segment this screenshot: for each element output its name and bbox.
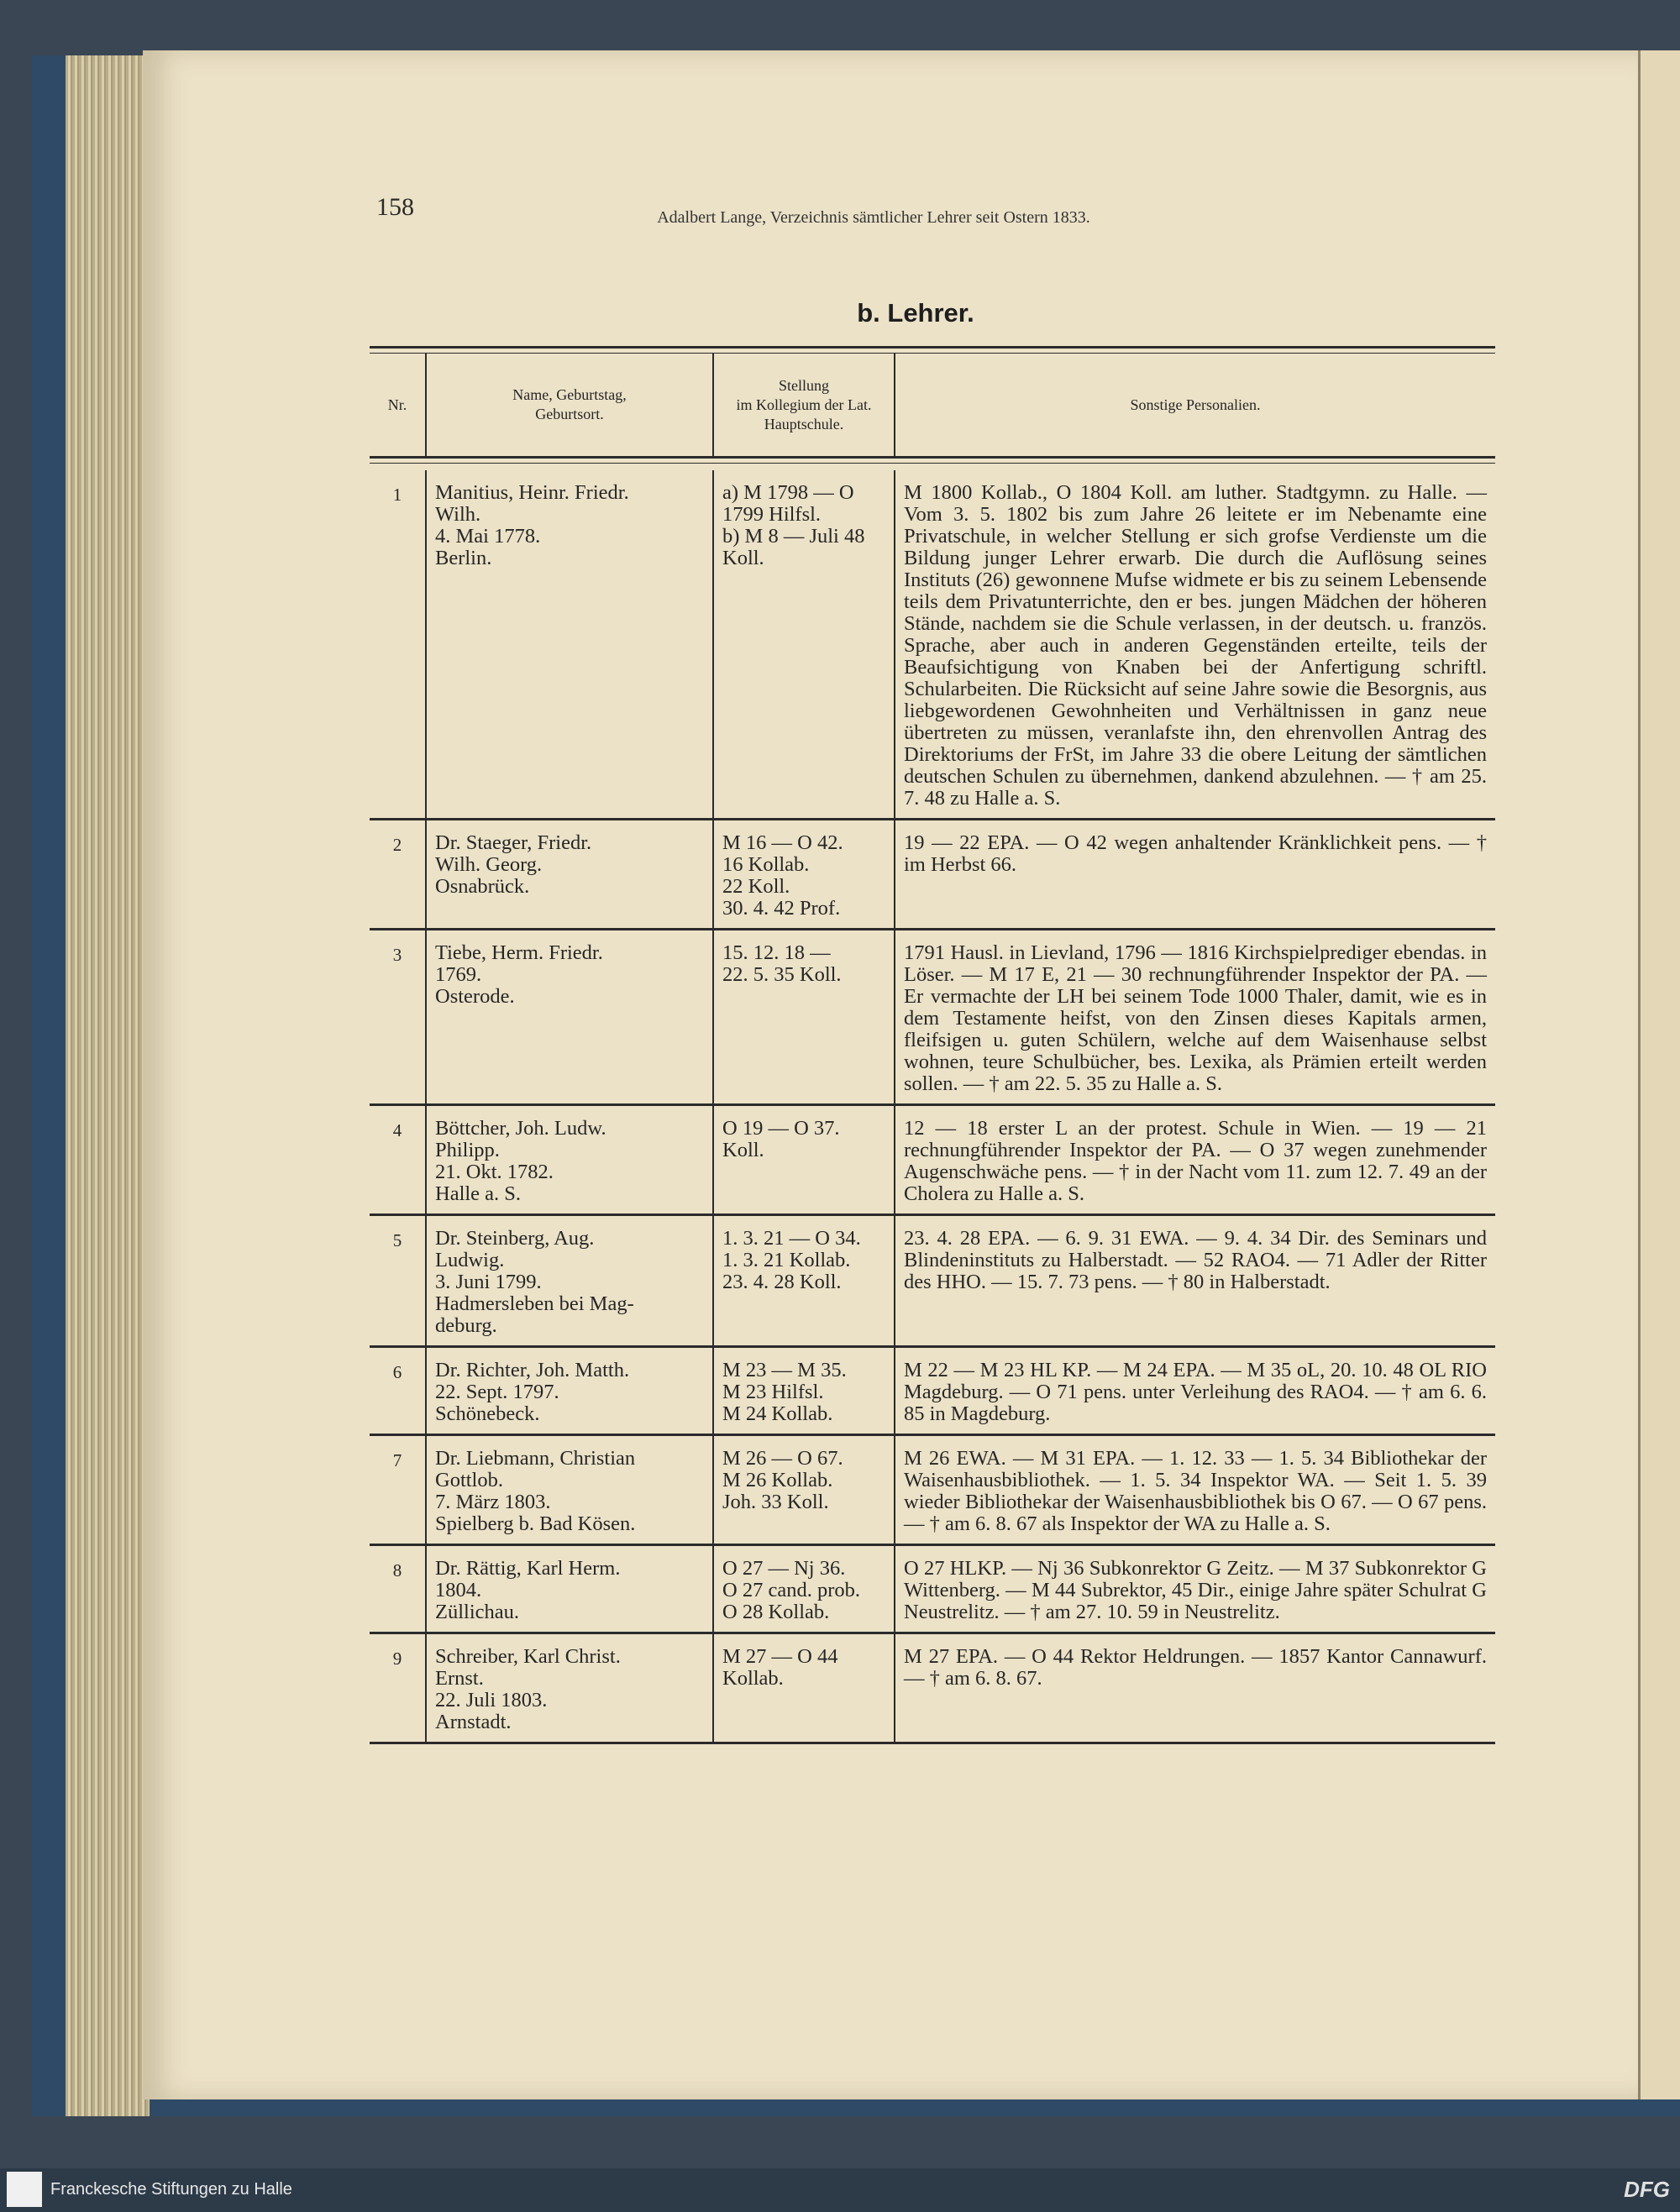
teacher-name: Dr. Richter, Joh. Matth. 22. Sept. 1797. Schönebeck.: [425, 1348, 712, 1434]
row-number: 6: [392, 1362, 402, 1382]
next-page-edge: [1638, 50, 1680, 2099]
table-row: [370, 1436, 1495, 1546]
personal-details: 19 — 22 EPA. — O 42 wegen anhaltender Kränklichkeit pens. — † im Herbst 66.: [894, 820, 1495, 928]
personal-details: 1791 Hausl. in Lievland, 1796 — 1816 Kirchspielprediger ebendas. in Löser. — M 17 E, 21 — 30 rechnungführender Inspektor der PA. — Er vermachte der LH bei seinem Tode 1000 Thaler, damit, wie es in dem Testamente heifst, von den Zinsen dieses Kapitals armen, fleifsigen u. guten Schülern, welche auf dem Waisenhause selbst wohnen, teure Schulbücher, bes. Lexika, als Prämien erteilt werden sollen. — † am 22. 5. 35 zu Halle a. S.: [894, 930, 1495, 1103]
header-stellung: Stellung im Kollegium der Lat. Hauptschule.: [712, 354, 894, 456]
row-number: 9: [392, 1649, 402, 1669]
table-row: [370, 1634, 1495, 1744]
teacher-name: Dr. Liebmann, Christian Gottlob. 7. März 1803. Spielberg b. Bad Kösen.: [425, 1436, 712, 1544]
teacher-name: Böttcher, Joh. Ludw. Philipp. 21. Okt. 1782. Halle a. S.: [425, 1106, 712, 1213]
teacher-name: Schreiber, Karl Christ. Ernst. 22. Juli 1803. Arnstadt.: [425, 1634, 712, 1742]
running-head: Adalbert Lange, Verzeichnis sämtlicher Lehrer seit Ostern 1833.: [657, 208, 1090, 227]
table-row: [370, 930, 1495, 1106]
row-number: 4: [392, 1120, 402, 1140]
row-number: 2: [392, 835, 402, 855]
teacher-table: [370, 346, 1495, 1744]
position: 15. 12. 18 — 22. 5. 35 Koll.: [712, 930, 894, 1103]
page-number: 158: [376, 193, 414, 221]
personal-details: O 27 HLKP. — Nj 36 Subkonrektor G Zeitz. — M 37 Subkonrektor G Wittenberg. — M 44 Subrektor, 45 Dir., einige Jahre später Schulrat G Neustrelitz. — † am 27. 10. 59 in Neustrelitz.: [894, 1546, 1495, 1632]
row-number: 3: [392, 945, 402, 965]
personal-details: M 22 — M 23 HL KP. — M 24 EPA. — M 35 oL, 20. 10. 48 OL RIO Magdeburg. — O 71 pens. unter Verleihung des RAO4. — † am 6. 6. 85 in Magdeburg.: [894, 1348, 1495, 1434]
table-row: [370, 470, 1495, 820]
position: M 26 — O 67. M 26 Kollab. Joh. 33 Koll.: [712, 1436, 894, 1544]
footer-institution: Franckesche Stiftungen zu Halle: [50, 2180, 292, 2199]
position: M 16 — O 42. 16 Kollab. 22 Koll. 30. 4. 42 Prof.: [712, 820, 894, 928]
position: 1. 3. 21 — O 34. 1. 3. 21 Kollab. 23. 4. 28 Koll.: [712, 1216, 894, 1345]
row-number: 7: [392, 1450, 402, 1470]
header-nr: Nr.: [387, 396, 407, 413]
teacher-name: Tiebe, Herm. Friedr. 1769. Osterode.: [425, 930, 712, 1103]
table-body: [370, 470, 1495, 1744]
institution-logo-icon: [7, 2172, 42, 2207]
table-top-rule: [370, 346, 1495, 354]
section-title: b. Lehrer.: [857, 298, 974, 328]
table-row: [370, 1348, 1495, 1436]
personal-details: M 1800 Kollab., O 1804 Koll. am luther. Stadtgymn. zu Halle. — Vom 3. 5. 1802 bis zum Jahre 26 leitete er im Nebenamte eine Privatschule, in welcher Stellung er sich grofse Verdienste um die Bildung junger Lehrer erwarb. Die durch die Auflösung seines Instituts (26) gewonnene Mufse widmete er bis zu seinem Lebensende teils dem Privatunterrichte, den er bes. jungen Mädchen der höheren Stände, nachdem sie die Schule verlassen, in der deutsch. u. französ. Sprache, aber auch in anderen Gegenständen erteilte, teils der Beaufsichtigung von Knaben bei der Anfertigung schriftl. Schularbeiten. Die Rücksicht auf seine Jahre sowie die Besorgnis, aus liebgewordenen Gewohnheiten und Verhältnissen in ganz neue übertreten zu müssen, veranlafste ihn, den ehrenvollen Antrag des Direktoriums der FrSt, im Jahre 33 die obere Leitung der sämtlichen deutschen Schulen zu übernehmen, dankend abzulehnen. — † am 25. 7. 48 zu Halle a. S.: [894, 470, 1495, 818]
table-header-rule: [370, 456, 1495, 464]
position: M 27 — O 44 Kollab.: [712, 1634, 894, 1742]
personal-details: M 26 EWA. — M 31 EPA. — 1. 12. 33 — 1. 5. 34 Bibliothekar der Waisenhausbibliothek. — 1. 5. 34 Inspektor WA. — Seit 1. 5. 39 wieder Bibliothekar der Waisenhausbibliothek bis O 67. — O 67 pens. — † am 6. 8. 67 als Inspektor der WA zu Halle a. S.: [894, 1436, 1495, 1544]
row-number: 8: [392, 1560, 402, 1580]
personal-details: 23. 4. 28 EPA. — 6. 9. 31 EWA. — 9. 4. 34 Dir. des Seminars und Blindeninstituts zu Halberstadt. — 52 RAO4. — 71 Adler der Ritter des HHO. — 15. 7. 73 pens. — † 80 in Halberstadt.: [894, 1216, 1495, 1345]
page-edges: [66, 55, 150, 2116]
table-row: [370, 820, 1495, 930]
header-gap: [370, 464, 1495, 470]
table-row: [370, 1216, 1495, 1348]
teacher-name: Dr. Rättig, Karl Herm. 1804. Züllichau.: [425, 1546, 712, 1632]
personal-details: M 27 EPA. — O 44 Rektor Heldrungen. — 1857 Kantor Cannawurf. — † am 6. 8. 67.: [894, 1634, 1495, 1742]
position: M 23 — M 35. M 23 Hilfsl. M 24 Kollab.: [712, 1348, 894, 1434]
teacher-name: Dr. Staeger, Friedr. Wilh. Georg. Osnabrück.: [425, 820, 712, 928]
teacher-name: Manitius, Heinr. Friedr. Wilh. 4. Mai 1778. Berlin.: [425, 470, 712, 818]
position: a) M 1798 — O 1799 Hilfsl. b) M 8 — Juli 48 Koll.: [712, 470, 894, 818]
table-row: [370, 1106, 1495, 1216]
row-number: 1: [392, 485, 402, 505]
position: O 27 — Nj 36. O 27 cand. prob. O 28 Kollab.: [712, 1546, 894, 1632]
header-name: Name, Geburtstag, Geburtsort.: [425, 354, 712, 456]
position: O 19 — O 37. Koll.: [712, 1106, 894, 1213]
table-row: [370, 1546, 1495, 1634]
header-sonstige: Sonstige Personalien.: [894, 354, 1495, 456]
table-header: [370, 354, 1495, 456]
row-number: 5: [392, 1230, 402, 1250]
personal-details: 12 — 18 erster L an der protest. Schule in Wien. — 19 — 21 rechnungführender Inspektor der PA. — O 37 wegen zunehmender Augenschwäche pens. — † in der Nacht vom 11. zum 12. 7. 49 an der Cholera zu Halle a. S.: [894, 1106, 1495, 1213]
teacher-name: Dr. Steinberg, Aug. Ludwig. 3. Juni 1799. Hadmersleben bei Mag- deburg.: [425, 1216, 712, 1345]
footer-funder-logo: DFG: [1624, 2177, 1670, 2202]
